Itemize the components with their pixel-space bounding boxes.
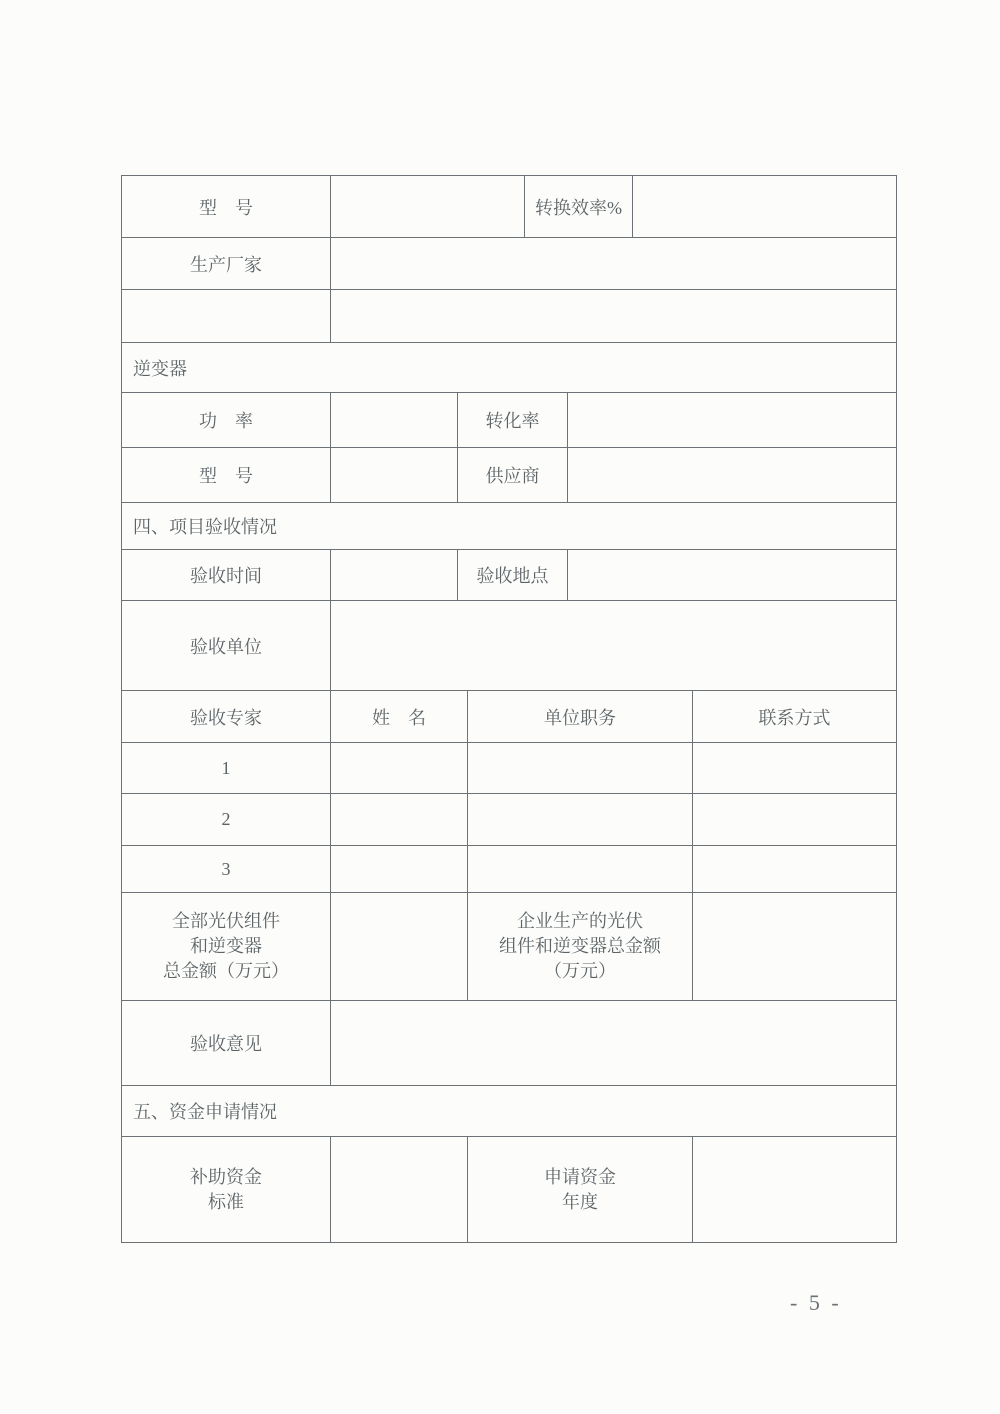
acceptance-time-label: 验收时间 xyxy=(122,550,331,600)
funding-row xyxy=(122,1137,896,1242)
opinion-label: 验收意见 xyxy=(122,1001,331,1085)
expert-contact-cell xyxy=(693,846,896,892)
section4-header-row xyxy=(122,503,896,550)
expert-title-cell xyxy=(468,794,693,845)
apply-year-label xyxy=(468,1137,693,1242)
expert-number: 3 xyxy=(122,846,331,892)
enterprise-amount-line: （万元） xyxy=(544,961,616,981)
total-amount-line: 和逆变器 xyxy=(190,936,262,956)
subsidy-standard-line: 标准 xyxy=(208,1191,244,1212)
manufacturer-label: 生产厂家 xyxy=(122,238,331,289)
inverter-model-label: 型 号 xyxy=(122,448,331,502)
empty-value-cell xyxy=(331,290,896,342)
expert-row xyxy=(122,743,896,794)
inverter-section-row xyxy=(122,343,896,393)
total-amount-line: 总金额（万元） xyxy=(163,961,289,981)
apply-year-line: 年度 xyxy=(562,1191,598,1212)
module-model-value-cell xyxy=(331,176,525,237)
acceptance-place-label: 验收地点 xyxy=(458,550,568,600)
inverter-supplier-label: 供应商 xyxy=(458,448,568,502)
acceptance-time-value-cell xyxy=(331,550,458,600)
experts-header-row xyxy=(122,691,896,743)
enterprise-amount-line: 组件和逆变器总金额 xyxy=(499,936,661,956)
inverter-model-value-cell xyxy=(331,448,458,502)
total-amount-value-cell xyxy=(331,893,468,1000)
expert-number: 1 xyxy=(122,743,331,793)
module-model-row xyxy=(122,176,896,238)
subsidy-standard-label xyxy=(122,1137,331,1242)
inverter-power-value-cell xyxy=(331,393,458,447)
expert-title-cell xyxy=(468,846,693,892)
inverter-conversion-value-cell xyxy=(568,393,896,447)
expert-row xyxy=(122,846,896,893)
enterprise-amount-value-cell xyxy=(693,893,896,1000)
empty-label-cell xyxy=(122,290,331,342)
expert-row xyxy=(122,794,896,846)
subsidy-standard-value-cell xyxy=(331,1137,468,1242)
apply-year-line: 申请资金 xyxy=(544,1166,616,1187)
section4-header: 四、项目验收情况 xyxy=(133,517,277,537)
experts-col-name: 姓 名 xyxy=(331,691,468,742)
total-amount-label xyxy=(122,893,331,1000)
inverter-supplier-value-cell xyxy=(568,448,896,502)
inverter-section-header: 逆变器 xyxy=(133,358,187,379)
expert-name-cell xyxy=(331,794,468,845)
experts-col-title: 单位职务 xyxy=(468,691,693,742)
experts-col-expert: 验收专家 xyxy=(122,691,331,742)
manufacturer-value-cell xyxy=(331,238,896,289)
acceptance-time-row xyxy=(122,550,896,601)
empty-row xyxy=(122,290,896,343)
expert-name-cell xyxy=(331,743,468,793)
acceptance-place-value-cell xyxy=(568,550,896,600)
acceptance-unit-value-cell xyxy=(331,601,896,690)
expert-title-cell xyxy=(468,743,693,793)
expert-contact-cell xyxy=(693,743,896,793)
experts-col-contact: 联系方式 xyxy=(758,707,831,728)
inverter-power-row xyxy=(122,393,896,448)
page-number: - 5 - xyxy=(790,1290,842,1315)
expert-number: 2 xyxy=(122,794,331,845)
efficiency-label: 转换效率% xyxy=(525,176,633,237)
inverter-conversion-label: 转化率 xyxy=(458,393,568,447)
enterprise-amount-line: 企业生产的光伏 xyxy=(517,911,643,931)
acceptance-unit-row xyxy=(122,601,896,691)
amount-row xyxy=(122,893,896,1001)
inverter-model-row xyxy=(122,448,896,503)
section5-header: 五、资金申请情况 xyxy=(133,1102,277,1122)
expert-name-cell xyxy=(331,846,468,892)
form-table xyxy=(121,175,897,1243)
inverter-power-label: 功 率 xyxy=(122,393,331,447)
module-model-label: 型 号 xyxy=(122,176,331,237)
enterprise-amount-label xyxy=(468,893,693,1000)
opinion-row xyxy=(122,1001,896,1086)
apply-year-value-cell xyxy=(693,1137,896,1242)
efficiency-value-cell xyxy=(633,176,896,237)
section5-header-row xyxy=(122,1086,896,1137)
total-amount-line: 全部光伏组件 xyxy=(172,911,280,931)
subsidy-standard-line: 补助资金 xyxy=(190,1166,262,1187)
expert-contact-cell xyxy=(693,794,896,845)
manufacturer-row xyxy=(122,238,896,290)
acceptance-unit-label: 验收单位 xyxy=(122,601,331,690)
opinion-value-cell xyxy=(331,1001,896,1085)
